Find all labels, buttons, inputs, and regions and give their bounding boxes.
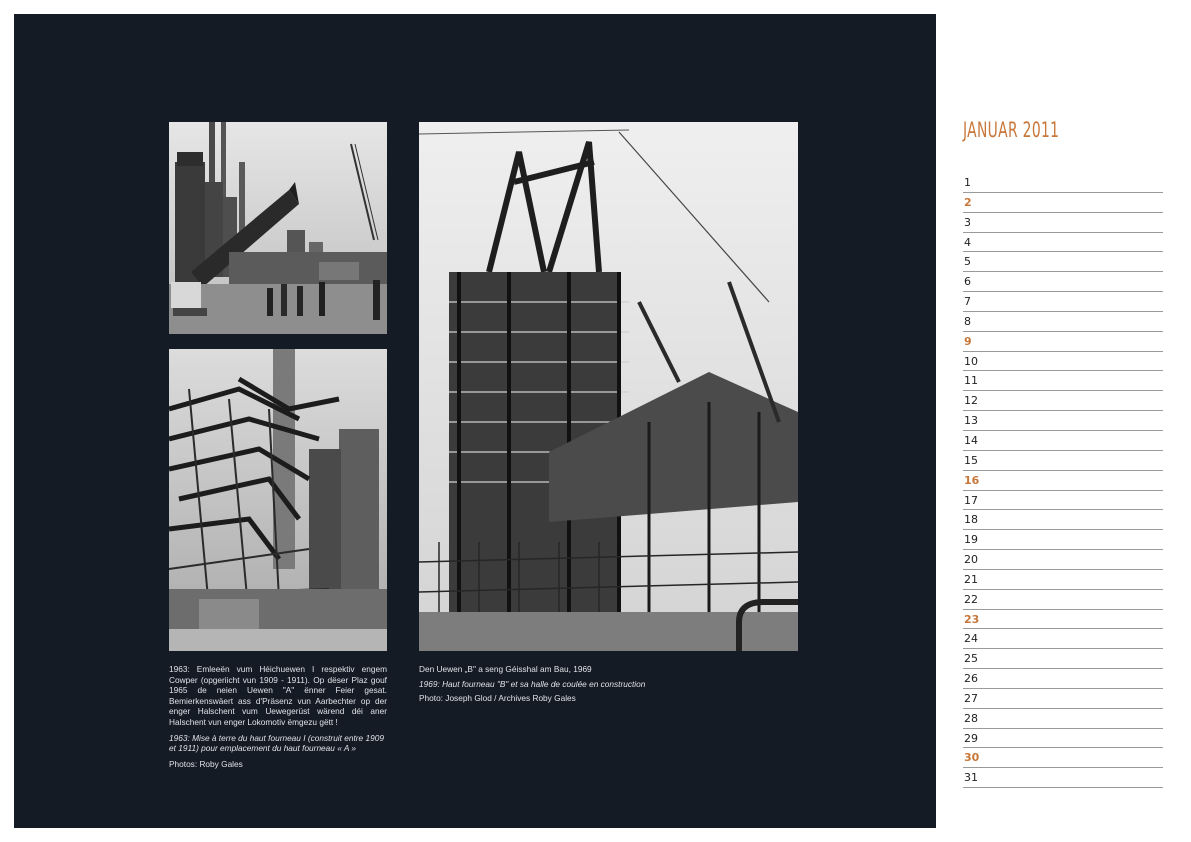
- photo-toppling-cowper: [169, 122, 387, 334]
- day-row: 26: [963, 669, 1163, 689]
- day-row: 9: [963, 332, 1163, 352]
- caption-right-credit: Photo: Joseph Glod / Archives Roby Gales: [419, 693, 576, 704]
- day-row: 4: [963, 233, 1163, 253]
- day-row: 21: [963, 570, 1163, 590]
- photo-collapsing-structure-image: [169, 349, 387, 651]
- day-row: 6: [963, 272, 1163, 292]
- day-row: 13: [963, 411, 1163, 431]
- day-row: 24: [963, 629, 1163, 649]
- photo-furnace-b-construction: [419, 122, 798, 651]
- day-row: 25: [963, 649, 1163, 669]
- day-row: 7: [963, 292, 1163, 312]
- day-row: 30: [963, 748, 1163, 768]
- day-row: 11: [963, 371, 1163, 391]
- month-title: JANUAR 2011: [963, 118, 1060, 142]
- photo-toppling-cowper-image: [169, 122, 387, 334]
- day-row: 28: [963, 709, 1163, 729]
- day-row: 20: [963, 550, 1163, 570]
- caption-left-french: 1963: Mise à terre du haut fourneau I (construit entre 1909 et 1911) pour emplacement du haut fourneau « A »: [169, 732, 384, 754]
- day-row: 12: [963, 391, 1163, 411]
- day-row: 18: [963, 510, 1163, 530]
- day-row: 19: [963, 530, 1163, 550]
- caption-left: [169, 664, 387, 769]
- day-list: [963, 173, 1163, 788]
- day-row: 31: [963, 768, 1163, 788]
- caption-left-credit: Photos: Roby Gales: [169, 758, 243, 769]
- caption-right: [419, 664, 719, 704]
- day-row: 16: [963, 471, 1163, 491]
- day-row: 14: [963, 431, 1163, 451]
- day-row: 22: [963, 590, 1163, 610]
- day-row: 17: [963, 491, 1163, 511]
- caption-right-luxembourgish: Den Uewen „B" a seng Géisshal am Bau, 1969: [419, 664, 592, 674]
- day-row: 27: [963, 689, 1163, 709]
- day-row: 3: [963, 213, 1163, 233]
- day-row: 5: [963, 252, 1163, 272]
- day-row: 1: [963, 173, 1163, 193]
- photo-collapsing-structure: [169, 349, 387, 651]
- day-row: 10: [963, 352, 1163, 372]
- day-row: 29: [963, 729, 1163, 749]
- caption-right-french: 1969: Haut fourneau "B" et sa halle de coulée en construction: [419, 678, 646, 689]
- day-row: 15: [963, 451, 1163, 471]
- day-row: 23: [963, 610, 1163, 630]
- day-row: 2: [963, 193, 1163, 213]
- caption-left-luxembourgish: 1963: Emleeën vum Héichuewen I respektiv engem Cowper (opgeriicht vun 1909 - 1911). Op dëser Plaz gouf 1965 de neien Uewen "A" ënner Feier gesat. Bemierkenswäert ass d'Präsenz vun Aarbechter op der enger Halschent vum Uewegerüst wärend déi aner Halschent vun enger Lokomotiv ëmgezu gëtt !: [169, 664, 387, 727]
- day-row: 8: [963, 312, 1163, 332]
- photo-furnace-b-construction-image: [419, 122, 798, 651]
